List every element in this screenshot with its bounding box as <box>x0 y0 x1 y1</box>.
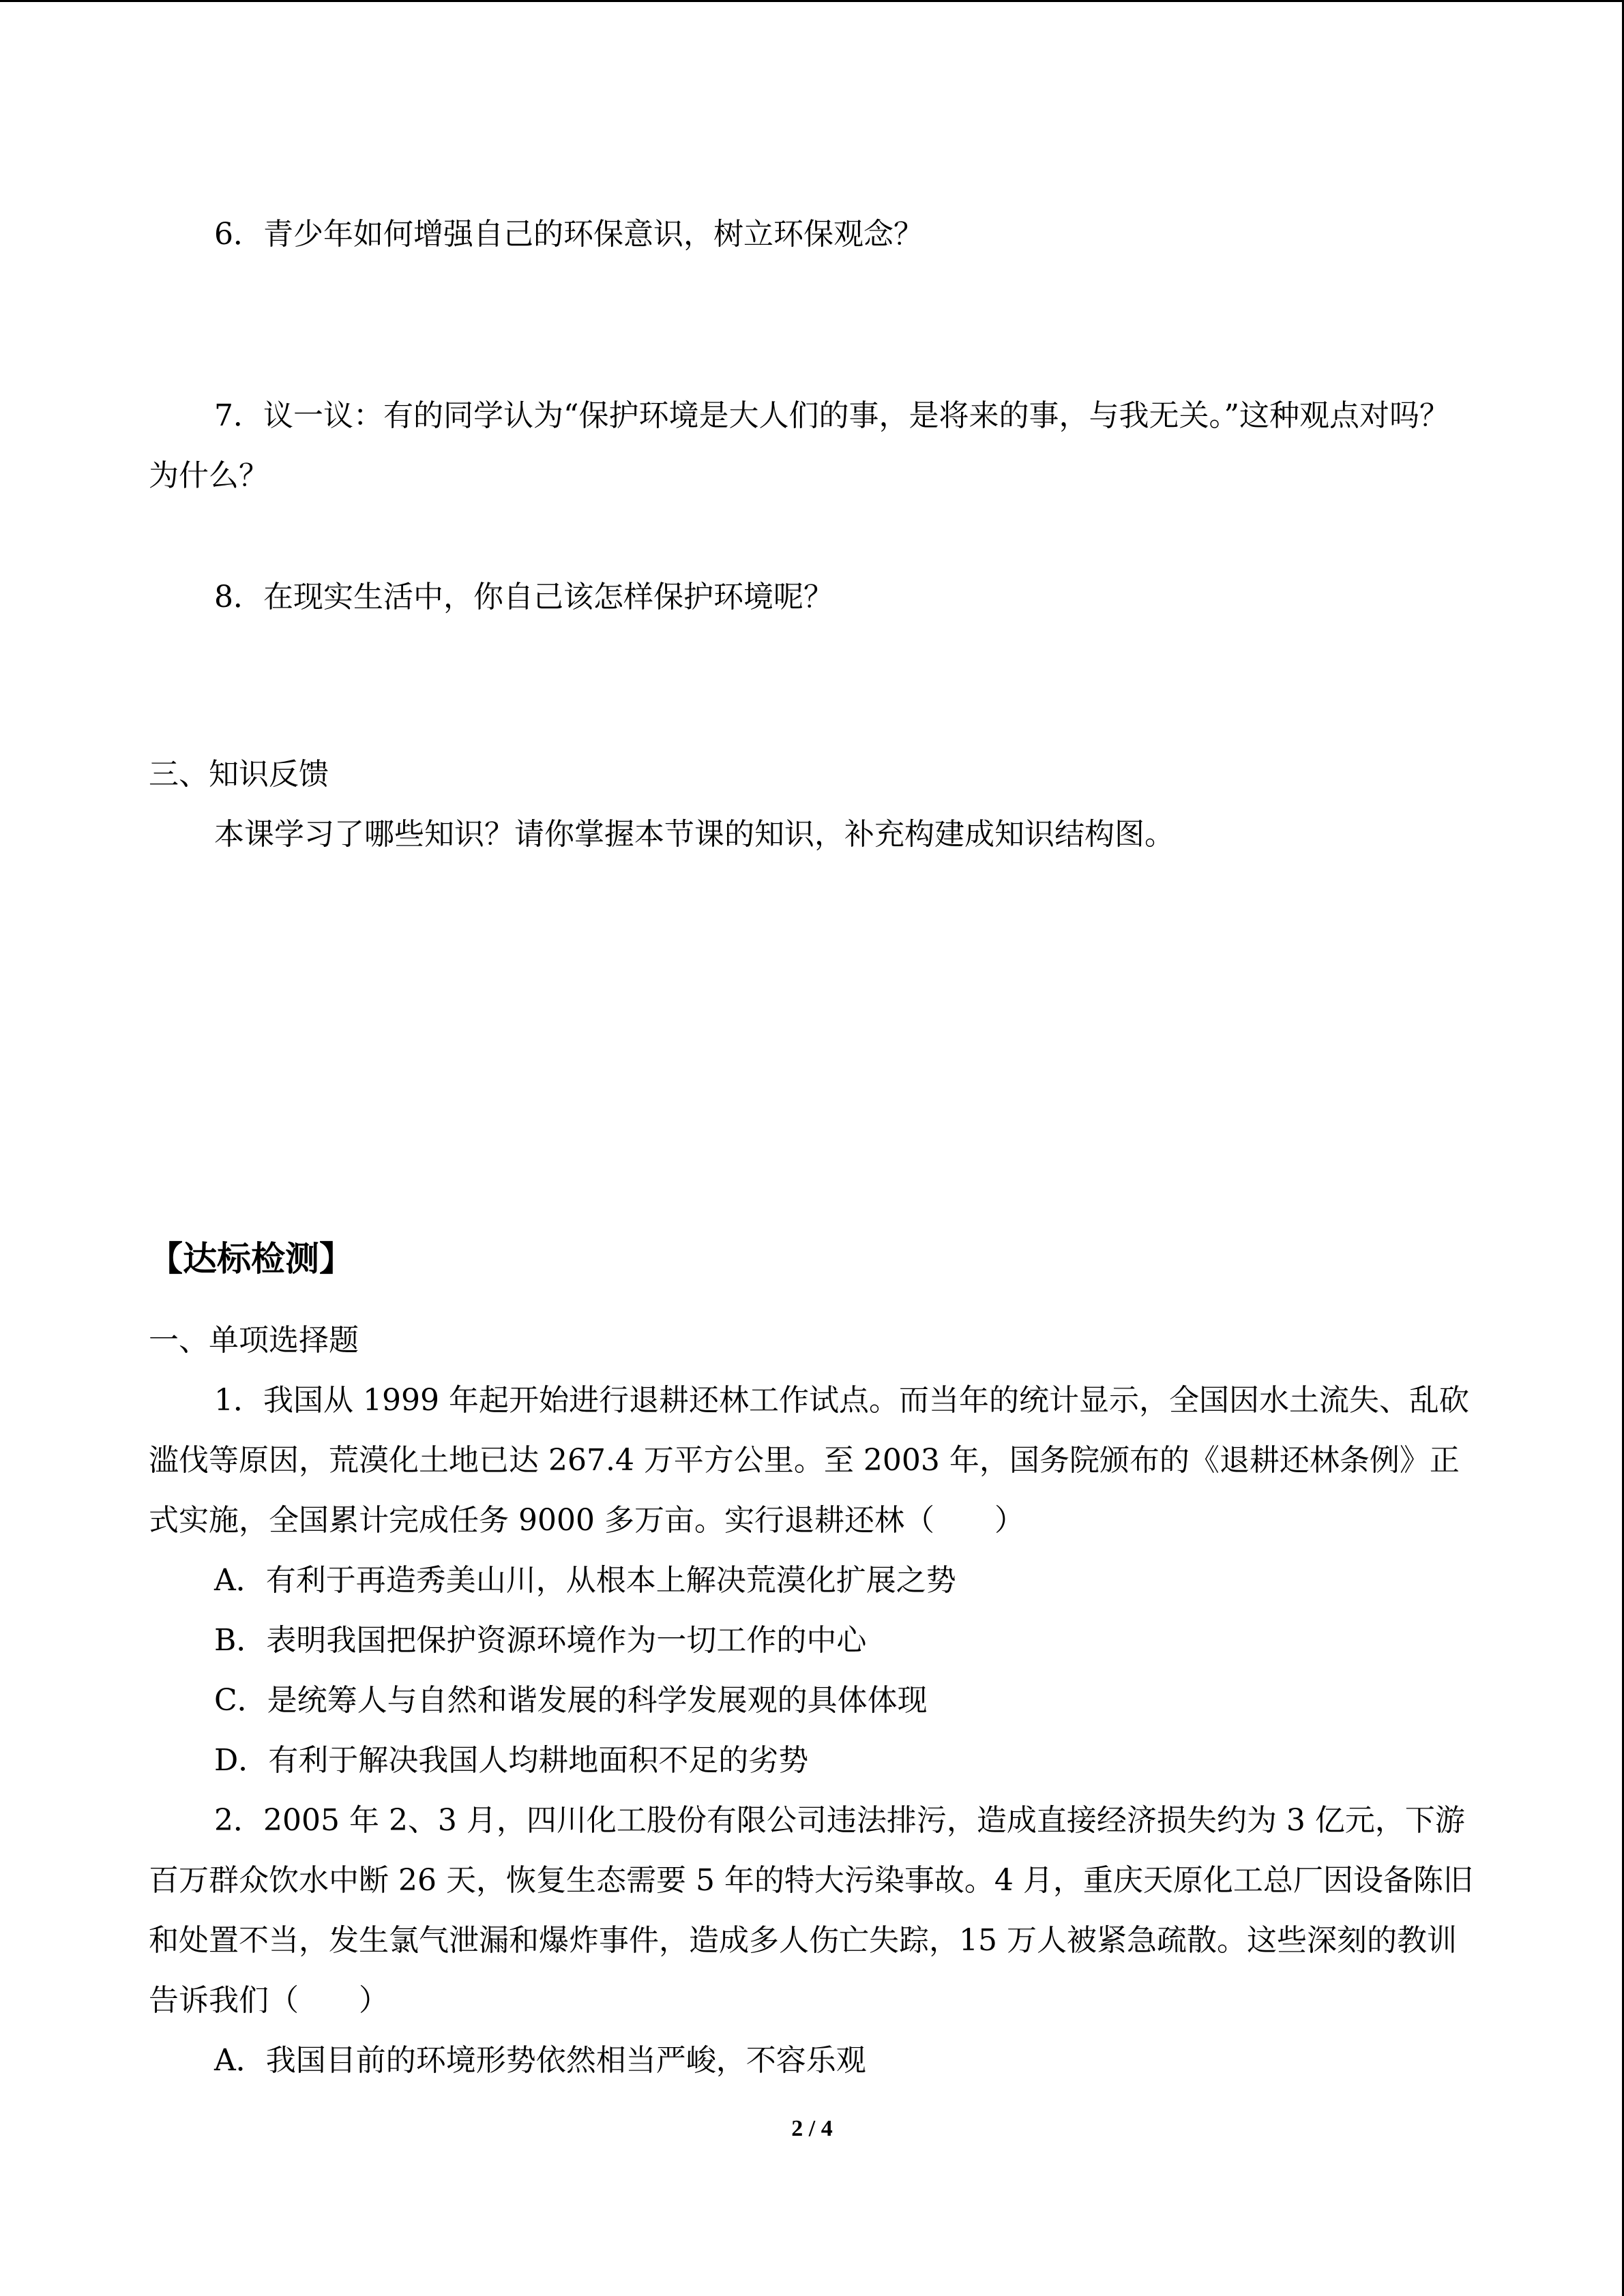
test-heading: 【达标检测】 <box>149 1239 353 1279</box>
question-6 <box>149 205 1475 265</box>
feedback-title: 三、知识反馈 <box>149 757 329 792</box>
question-8 <box>149 567 1475 627</box>
section-title: 一、单项选择题 <box>149 1323 359 1358</box>
question-8-text: 8．在现实生活中，你自己该怎样保护环境呢？ <box>214 580 833 614</box>
test-section <box>149 1311 1475 2091</box>
question-6-text: 6．青少年如何增强自己的环保意识，树立环保观念？ <box>214 217 924 252</box>
feedback-text: 本课学习了哪些知识？请你掌握本节课的知识，补充构建成知识结构图。 <box>214 817 1175 852</box>
question-7-text: 7．议一议：有的同学认为“保护环境是大人们的事，是将来的事，与我无关。”这种观点对吗？为什么？ <box>149 398 1449 493</box>
knowledge-feedback <box>149 745 1475 865</box>
page-number: 2 / 4 <box>791 2116 833 2141</box>
question-1-stem: 1．我国从 1999 年起开始进行退耕还林工作试点。而当年的统计显示，全国因水土流失、乱砍滥伐等原因，荒漠化土地已达 267.4 万平方公里。至 2003 年，国务院颁布的《退耕还林条例》正式实施，全国累计完成任务 9000 多万亩。实行退耕还林（ ） <box>149 1383 1469 1538</box>
question-1-option-a: A．有利于再造秀美山川，从根本上解决荒漠化扩展之势 <box>214 1563 956 1598</box>
question-1-option-d: D．有利于解决我国人均耕地面积不足的劣势 <box>214 1743 809 1778</box>
question-2-stem: 2．2005 年 2、3 月，四川化工股份有限公司违法排污，造成直接经济损失约为 3 亿元，下游百万群众饮水中断 26 天，恢复生态需要 5 年的特大污染事故。4 月，重庆天原化工总厂因设备陈旧和处置不当，发生氯气泄漏和爆炸事件，造成多人伤亡失踪，15 万人被紧急疏散。这些深刻的教训告诉我们（ ） <box>149 1803 1473 2018</box>
question-1-option-c: C．是统筹人与自然和谐发展的科学发展观的具体体现 <box>214 1683 928 1718</box>
question-1-option-b: B．表明我国把保护资源环境作为一切工作的中心 <box>214 1623 867 1658</box>
question-2-option-a: A．我国目前的环境形势依然相当严峻，不容乐观 <box>214 2043 866 2078</box>
page-border-top <box>0 0 1624 2</box>
question-7 <box>149 386 1475 506</box>
